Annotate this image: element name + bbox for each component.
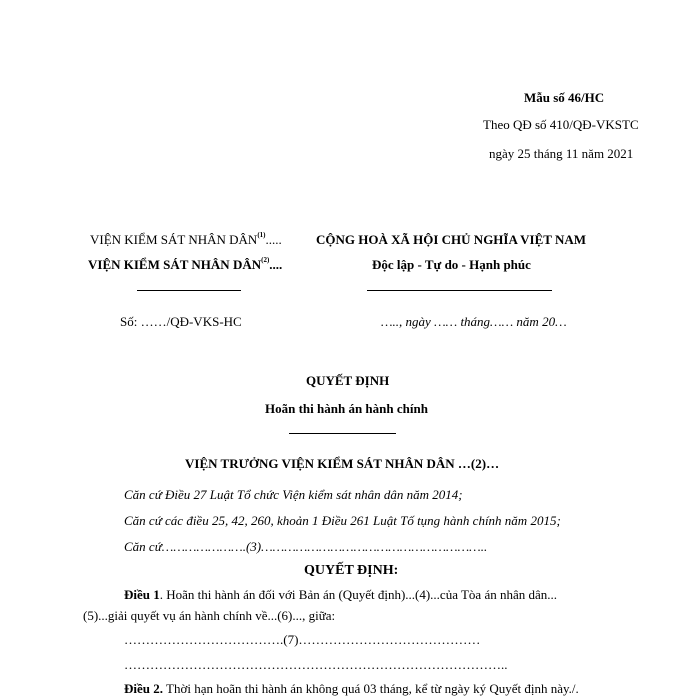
article-2-text: Thời hạn hoãn thi hành án không quá 03 tháng, kể từ ngày ký Quyết định này./. <box>163 681 579 696</box>
agency-line-1-suffix: ..... <box>265 232 282 247</box>
nation-title: CỘNG HOÀ XÃ HỘI CHỦ NGHĨA VIỆT NAM <box>316 232 587 247</box>
article-1-label: Điều 1 <box>124 587 160 602</box>
agency-line-1 <box>90 232 282 248</box>
form-number: Mẫu số 46/HC <box>524 90 605 105</box>
title-rule <box>289 433 396 434</box>
article-1-continuation: (5)...giải quyết vụ án hành chính về...(6)..., giữa: <box>83 608 336 623</box>
nation-motto: Độc lập - Tự do - Hạnh phúc <box>372 257 531 272</box>
form-reference: Theo QĐ số 410/QĐ-VKSTC <box>483 117 639 132</box>
legal-basis-1: Căn cứ Điều 27 Luật Tổ chức Viện kiểm sát nhân dân năm 2014; <box>124 487 463 502</box>
article-1-text: . Hoãn thi hành án đối với Bản án (Quyết định)...(4)...của Tòa án nhân dân... <box>159 587 558 602</box>
document-title: QUYẾT ĐỊNH <box>306 373 390 388</box>
note-marker-1: (1) <box>257 231 266 239</box>
agency-line-2-suffix: .... <box>269 257 283 272</box>
article-2 <box>124 681 579 697</box>
place-and-date: ….., ngày …… tháng…… năm 20… <box>381 314 567 329</box>
left-header-rule <box>137 290 241 291</box>
right-header-rule <box>367 290 552 291</box>
decision-heading: QUYẾT ĐỊNH: <box>304 563 399 578</box>
legal-basis-2: Căn cứ các điều 25, 42, 260, khoản 1 Điều 261 Luật Tố tụng hành chính năm 2015; <box>124 513 561 528</box>
article-1-blank-line-1: ……………………………….(7)…………………………………… <box>124 632 481 647</box>
document-number: Số: ……/QĐ-VKS-HC <box>120 314 242 329</box>
note-marker-2: (2) <box>261 256 270 264</box>
agency-line-1-text: VIỆN KIỂM SÁT NHÂN DÂN <box>90 232 258 247</box>
document-subtitle: Hoãn thi hành án hành chính <box>265 401 428 416</box>
article-1 <box>124 587 557 603</box>
agency-line-2-text: VIỆN KIỂM SÁT NHÂN DÂN <box>88 257 262 272</box>
issuing-authority: VIỆN TRƯỞNG VIỆN KIỂM SÁT NHÂN DÂN …(2)… <box>185 456 500 471</box>
article-1-blank-line-2: …………………………………………………………………………….. <box>124 657 508 672</box>
agency-line-2 <box>88 257 282 273</box>
legal-basis-3: Căn cứ………………….(3)………………………………………………….. <box>124 539 488 554</box>
article-2-label: Điều 2. <box>124 681 163 696</box>
form-reference-date: ngày 25 tháng 11 năm 2021 <box>489 146 634 161</box>
